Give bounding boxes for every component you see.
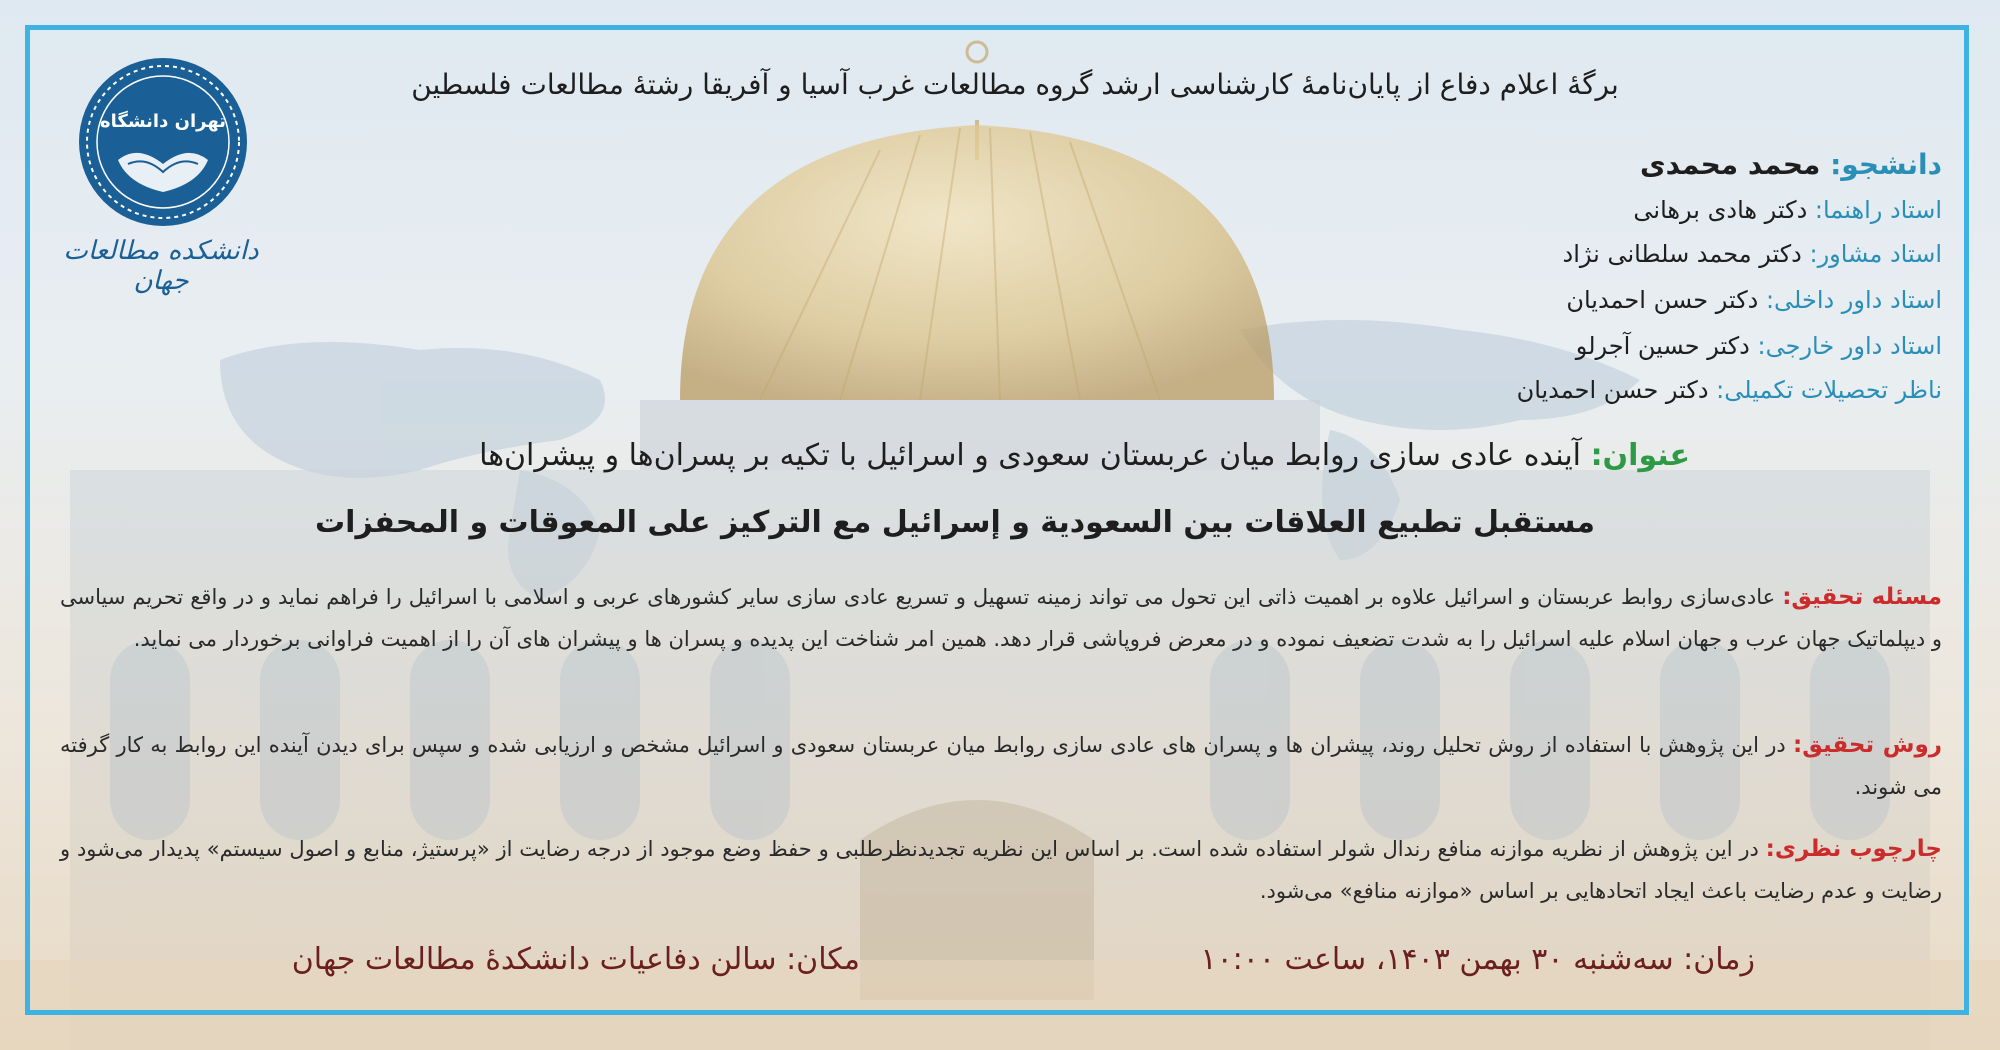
theoretical-framework-label: چارچوب نظری: bbox=[1765, 836, 1942, 862]
defense-time: زمان: سه‌شنبه ۳۰ بهمن ۱۴۰۳، ساعت ۱۰:۰۰ bbox=[1200, 942, 1755, 977]
internal-examiner-line bbox=[1566, 286, 1942, 314]
poster-heading: برگهٔ اعلام دفاع از پایان‌نامهٔ کارشناسی ارشد گروه مطالعات غرب آسیا و آفریقا رشتهٔ مطالعات فلسطین bbox=[411, 68, 1619, 101]
theoretical-framework-paragraph bbox=[60, 828, 1942, 912]
internal-examiner-name: دکتر حسن احمدیان bbox=[1566, 286, 1759, 314]
supervisor-line bbox=[1633, 196, 1942, 224]
research-method-text: در این پژوهش با استفاده از روش تحلیل روند، پیشران ها و پسران های عادی سازی روابط میان عربستان سعودی و اسرائیل مشخص و ارزیابی شده و سپس برای دیدن آینده این روابط به کار گرفته می شوند. bbox=[60, 733, 1942, 799]
graduate-supervisor-label: ناظر تحصیلات تکمیلی: bbox=[1716, 376, 1942, 404]
advisor-label: استاد مشاور: bbox=[1809, 240, 1942, 268]
research-method-label: روش تحقیق: bbox=[1793, 732, 1942, 758]
research-problem-label: مسئله تحقیق: bbox=[1782, 584, 1942, 610]
external-examiner-line bbox=[1576, 332, 1942, 360]
advisor-line bbox=[1563, 240, 1942, 268]
research-problem-paragraph bbox=[60, 576, 1942, 660]
advisor-name: دکتر محمد سلطانی نژاد bbox=[1562, 240, 1802, 268]
external-examiner-label: استاد داور خارجی: bbox=[1757, 332, 1942, 360]
student-line bbox=[1640, 148, 1942, 181]
thesis-title-persian-line bbox=[479, 438, 1690, 473]
thesis-title-label: عنوان: bbox=[1590, 438, 1690, 473]
thesis-title-persian: آینده عادی سازی روابط میان عربستان سعودی و اسرائیل با تکیه بر پسران‌ها و پیشران‌ها bbox=[479, 438, 1582, 473]
defense-location: مکان: سالن دفاعیات دانشکدهٔ مطالعات جهان bbox=[291, 942, 860, 977]
theoretical-framework-text: در این پژوهش از نظریه موازنه منافع رندال شولر استفاده شده است. بر اساس این نظریه تجدیدنظرطلبی و حفظ وضع موجود از درجه رضایت از «پرستیژ، منابع و اصول سیستم» پدیدار می‌شود و رضایت و عدم رضایت باعث ایجاد اتحادهایی بر اساس «موازنه منافع» می‌شود. bbox=[60, 837, 1942, 903]
supervisor-label: استاد راهنما: bbox=[1814, 196, 1942, 224]
external-examiner-name: دکتر حسین آجرلو bbox=[1575, 332, 1750, 360]
logo-text: تهران دانشگاه bbox=[100, 111, 226, 132]
thesis-title-arabic: مستقبل تطبيع العلاقات بين السعودية و إسرائيل مع التركيز على المعوقات و المحفزات bbox=[315, 505, 1595, 540]
research-method-paragraph bbox=[60, 724, 1942, 808]
student-name: محمد محمدی bbox=[1640, 148, 1821, 181]
graduate-supervisor-name: دکتر حسن احمدیان bbox=[1516, 376, 1709, 404]
research-problem-text: عادی‌سازی روابط عربستان و اسرائیل علاوه بر اهمیت ذاتی این تحول می تواند زمینه تسهیل و تسریع عادی سازی سایر کشورهای عربی و اسلامی با اسرائیل را فراهم نماید و در واقع تحریم سیاسی و دیپلماتیک جهان عرب و جهان اسلام علیه اسرائیل را به شدت تضعیف نموده و در معرض فروپاشی قرار دهد. همین امر شناخت این پدیده و پسران ها و پیشران های آن را از اهمیت فراوانی برخوردار می نماید. bbox=[60, 585, 1942, 651]
supervisor-name: دکتر هادی برهانی bbox=[1633, 196, 1808, 224]
graduate-supervisor-line bbox=[1517, 376, 1942, 404]
logo-caption: دانشکده مطالعات جهان bbox=[63, 236, 259, 296]
internal-examiner-label: استاد داور داخلی: bbox=[1765, 286, 1942, 314]
student-label: دانشجو: bbox=[1830, 148, 1942, 181]
